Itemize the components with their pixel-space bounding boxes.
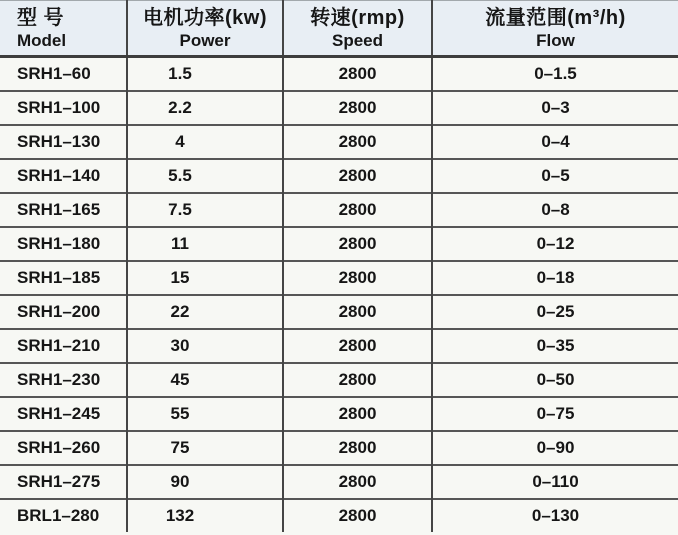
speed-header-en-label: Speed	[331, 30, 384, 50]
header-row	[0, 1, 678, 57]
speed-cell: 2800	[283, 159, 432, 193]
power-header-zh-label: 电机功率(kw)	[143, 6, 267, 29]
model-cell: SRH1–230	[0, 363, 127, 397]
power-header-en-label: Power	[179, 30, 231, 50]
flow-cell: 0–90	[432, 431, 678, 465]
speed-cell: 2800	[283, 465, 432, 499]
flow-cell: 0–50	[432, 363, 678, 397]
power-cell: 15	[127, 261, 283, 295]
flow-cell: 0–1.5	[432, 57, 678, 92]
col-header-flow	[432, 1, 678, 57]
flow-cell: 0–12	[432, 227, 678, 261]
speed-cell: 2800	[283, 363, 432, 397]
table-row	[0, 125, 678, 159]
model-cell: SRH1–260	[0, 431, 127, 465]
speed-cell: 2800	[283, 261, 432, 295]
model-cell: SRH1–165	[0, 193, 127, 227]
table-row	[0, 363, 678, 397]
model-cell: SRH1–185	[0, 261, 127, 295]
speed-cell: 2800	[283, 499, 432, 532]
speed-cell: 2800	[283, 397, 432, 431]
model-cell: SRH1–60	[0, 57, 127, 92]
power-cell: 30	[127, 329, 283, 363]
table-row	[0, 261, 678, 295]
flow-cell: 0–35	[432, 329, 678, 363]
flow-cell: 0–8	[432, 193, 678, 227]
col-header-power	[127, 1, 283, 57]
power-cell: 2.2	[127, 91, 283, 125]
flow-cell: 0–110	[432, 465, 678, 499]
flow-header-zh-label: 流量范围(m³/h)	[485, 6, 626, 29]
speed-cell: 2800	[283, 329, 432, 363]
table-row	[0, 431, 678, 465]
speed-cell: 2800	[283, 57, 432, 92]
flow-cell: 0–130	[432, 499, 678, 532]
col-header-model	[0, 1, 127, 57]
col-header-speed	[283, 1, 432, 57]
speed-cell: 2800	[283, 295, 432, 329]
table-row	[0, 193, 678, 227]
power-cell: 11	[127, 227, 283, 261]
model-cell: SRH1–275	[0, 465, 127, 499]
flow-header-en-label: Flow	[536, 30, 575, 50]
model-cell: SRH1–200	[0, 295, 127, 329]
power-cell: 90	[127, 465, 283, 499]
speed-cell: 2800	[283, 431, 432, 465]
table-row	[0, 465, 678, 499]
model-header-zh-label: 型 号	[17, 6, 65, 29]
model-header-en-label: Model	[17, 30, 67, 50]
model-cell: SRH1–140	[0, 159, 127, 193]
model-cell: SRH1–180	[0, 227, 127, 261]
table-row	[0, 227, 678, 261]
table-row	[0, 57, 678, 92]
power-cell: 45	[127, 363, 283, 397]
flow-cell: 0–75	[432, 397, 678, 431]
power-cell: 75	[127, 431, 283, 465]
power-cell: 1.5	[127, 57, 283, 92]
table-row	[0, 397, 678, 431]
model-cell: SRH1–100	[0, 91, 127, 125]
table-row	[0, 329, 678, 363]
power-cell: 55	[127, 397, 283, 431]
model-cell: SRH1–130	[0, 125, 127, 159]
speed-header-zh-label: 转速(rmp)	[310, 6, 405, 29]
speed-cell: 2800	[283, 91, 432, 125]
power-cell: 4	[127, 125, 283, 159]
power-cell: 5.5	[127, 159, 283, 193]
power-cell: 7.5	[127, 193, 283, 227]
table-row	[0, 159, 678, 193]
speed-cell: 2800	[283, 125, 432, 159]
power-cell: 22	[127, 295, 283, 329]
speed-cell: 2800	[283, 193, 432, 227]
model-cell: SRH1–245	[0, 397, 127, 431]
model-cell: SRH1–210	[0, 329, 127, 363]
flow-cell: 0–4	[432, 125, 678, 159]
flow-cell: 0–5	[432, 159, 678, 193]
flow-cell: 0–18	[432, 261, 678, 295]
table-row	[0, 91, 678, 125]
model-cell: BRL1–280	[0, 499, 127, 532]
speed-cell: 2800	[283, 227, 432, 261]
table-row	[0, 499, 678, 532]
flow-cell: 0–25	[432, 295, 678, 329]
table-row	[0, 295, 678, 329]
power-cell: 132	[127, 499, 283, 532]
flow-cell: 0–3	[432, 91, 678, 125]
